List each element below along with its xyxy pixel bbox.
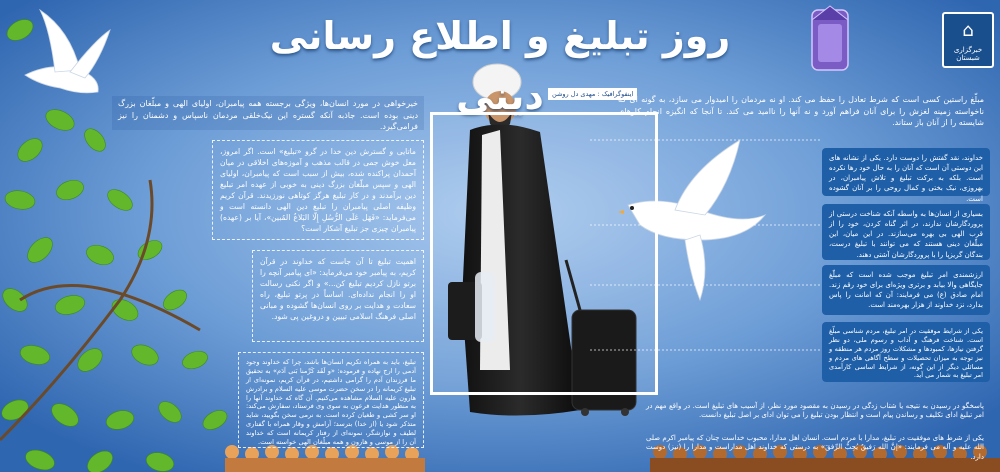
photo-credit: اینفوگرافیک : مهدی دل روشن bbox=[548, 88, 637, 100]
left-text-top: خیرخواهی در مورد انسان‌ها، ویژگی برجسته همه پیامبران، اولیای الهی و مبلّغان بزرگ دینی بوده است. جاذبه آنکه گستره این نیک‌خلقی مردمان ناسپاس و دشمنان را نیز فرامی‌گیرد. bbox=[112, 96, 424, 130]
shabestan-logo bbox=[942, 12, 994, 68]
logo-text: خبرگزاری شبستان bbox=[953, 46, 983, 62]
left-text-bottom: تبلیغ، باید به همراه تکریم انسان‌ها باشد، چرا که خداوند وجود آدمی را ارج نهاده و فرموده: «و لَقَد کَرَّمنا بَنی آدَم» به تحقیق ما فرزندان آدم را گرامی داشتیم، در قرآن کریم، نمونه‌ای از تبلیغ کریمانه را در سخن حضرت موسی علیه السلام و برادرش هارون علیه السلام مشاهده می‌کنیم. آن گاه که خداوند آنها را به منظور هدایت فرعون به سوی وی فرستاد، سفارش می‌کند: او سر کشی و طغیان کرده است. به نرمی سخن بگویید، شاید متذکر شود یا (از خدا) بترسد؛ آرامش و وقار همراه با گفتاری لطیف و نوازشگر، نمونه‌ای از رفتار کریمانه است که خداوند آن را از موسی و هارون و همه مبلّغان الهی خواسته است. bbox=[238, 352, 424, 448]
right-box-1: خداوند، نقد گفتش را دوست دارد. یکی از نشانه های این دوستی آن است که آنان را به حال خود رها نکرده است. بلکه به برکت تبلیغ و تلاش پیامبران، در بهروزی، نیک بختی و کمال روحی را بر آنان گشوده است. bbox=[822, 148, 990, 196]
lantern-illustration bbox=[812, 6, 848, 70]
right-text-bottom-2: یکی از شرط های موفقیت در تبلیغ، مدارا با مردم است. انسان اهل مدارا، محبوب خداست چنان که پیامبر اکرم صلی الله علیه و آله می فرمایند: «إنَّ الله رَفیقٌ یُحِبُّ الرِّفقَ» به درستی که خداوند اهل مداراست و مدارا را (نیز) دوست دارد. bbox=[646, 434, 984, 461]
right-box-4: یکی از شرایط موفقیت در امر تبلیغ، مردم شناسی مبلّغ است. شناخت فرهنگ و آداب و رسوم ملی، دو نظر گرفتن نیازها، کمبودها و مشکلات روز مردم هر منطقه و نیز توجه به میزان تحصیلات و سطح آگاهی های مردم و مسائلی دیگر از این گونه، از شرایط اساسی کارآمدی امر تبلیغ به شمار می آید. bbox=[822, 322, 990, 382]
mosque-icon: ⌂ bbox=[962, 20, 974, 41]
right-box-2: بسیاری از انسان‌ها به واسطه آنکه شناخت درستی از پروردگارشان ندارند، در اثر گناه کردن، خود را از قرب الهی بی بهره می‌سازند. در این میان، این مبلّغان دینی هستند که می توانند با تبلیغ درست، بندگان گریزپا را با پروردگارشان آشتی دهند. bbox=[822, 204, 990, 260]
right-text-bottom-1: پاسخگو در رسیدن به نتیجه یا شتاب زدگی در رسیدن به مقصود مورد نظر، از آسیب های تبلیغ است. در واقع مهم در امر تبلیغ ادای تکلیف و رساندن پیام است و انتظار بودن تبلیغ را می توان ادای بر اصل تبلیغ دانست. bbox=[646, 402, 984, 420]
photo-frame bbox=[430, 112, 658, 395]
left-text-lower: اهمیت تبلیغ تا آن جاست که خداوند در قرآن کریم، به پیامبر خود می‌فرماید: «ای پیامبر آنچه را برتو نازل کردیم تبلیغ کن...» و اگر نکنی رسالت او را انجام نداده‌ای. اساساً در پرتو تبلیغ، راه سعادت و هدایت بر روی انسان‌ها گشوده و مبانی اصلی فرهنگ اسلامی تبیین و دروغین پی شود. bbox=[252, 250, 424, 342]
right-text-top: مبلّغ راستین کسی است که شرط تعادل را حفظ می کند. او نه مردمان را امیدوار می سازد، به گونه ای که ناخواسته زمینه لغزش را برای آنان فراهم آورد و نه آنها را ناامید می کند. تا آنجا که انگیزه انجام کارهای شایسته را از آنان باز ستاند. bbox=[618, 95, 984, 128]
page-title: روز تبلیغ و اطلاع رسانی دینی bbox=[269, 14, 731, 118]
left-text-middle: ماتایی و گسترش دین خدا در گرو «تبلیغ» است. اگر امروز، معل خوش جمی در قالب مذهب و آموزه‌های اخلاقی در میان آحمدان پراکنده شده، بیش از سبب است که پیامبران، اولیای الهی و سپس مبلّغان بزرگ دینی به خوبی از عهده امر تبلیغ دین برآمدند و در کار تبلیغ هرگز کوتاهی نورزیدند. قرآن کریم وظیفه اصلی پیامبران را تبلیغ دین الهی دانسته است و می‌فرماید: «فَهَل عَلَی الرُّسُلِ إِلّا البَلاغُ المُبین»، آیا بر (عهده) پیامبران چیزی جز تبلیغ آشکار است؟ bbox=[212, 140, 424, 240]
right-box-3: ارزشمندی امر تبلیغ موجب شده است که مبلّغ جایگاهی والا بیابد و برتری ویژه‌ای برای خود رقم زند. امام صادق (ع) می فرمایند: آن که امانت را پاس بدارد، نزد خداوند از هزار بهره‌مند است. bbox=[822, 265, 990, 315]
